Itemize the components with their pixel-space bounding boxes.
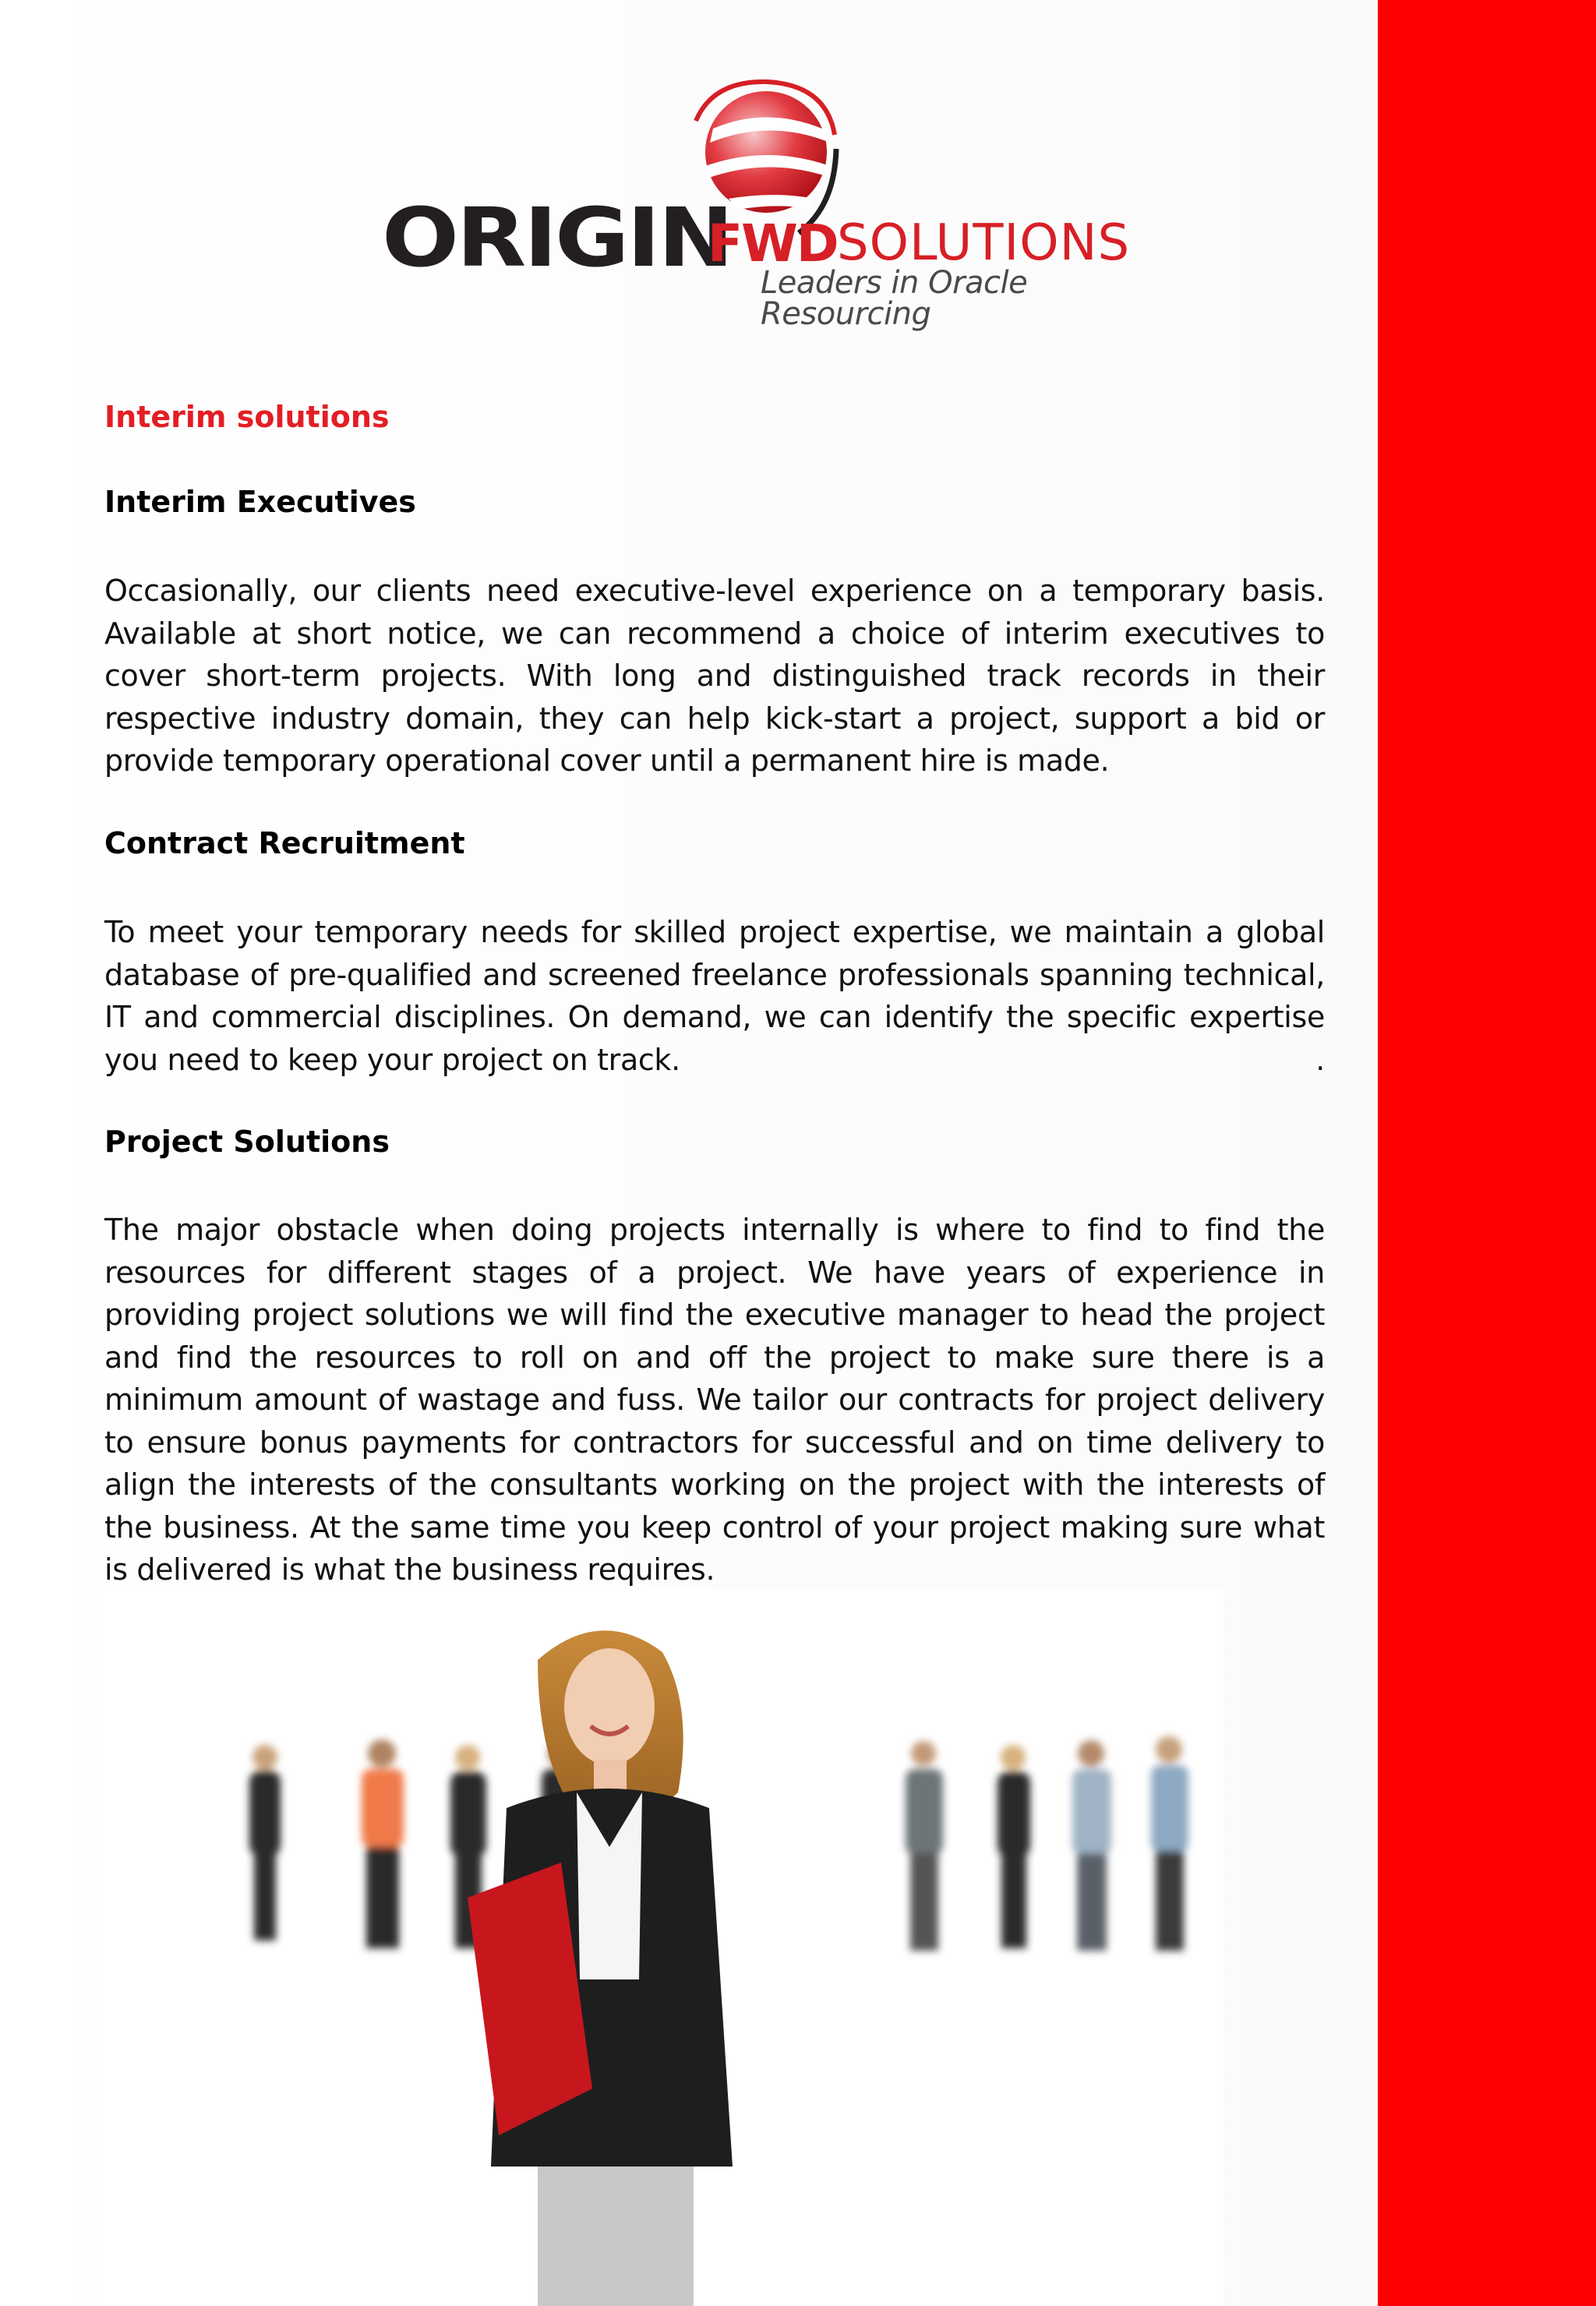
logo-origin-text: ORIGIN (382, 190, 732, 285)
section-body-contract-recruitment (104, 911, 1325, 1081)
company-logo (374, 74, 1185, 332)
section-title-project-solutions: Project Solutions (104, 1125, 390, 1159)
logo-solutions-text: SOLUTIONS (837, 214, 1131, 272)
logo-fwd-text: FWD (708, 214, 838, 274)
section-title-interim-executives: Interim Executives (104, 485, 416, 519)
trailing-period: . (1315, 1042, 1325, 1077)
section-body-interim-executives: Occasionally, our clients need executive-level experience on a temporary basis. Available at short notice, we can recommend a choice of interim executives to cover short-term projects. With long and distinguished track records in their respective industry domain, they can help kick-start a project, support a bid or provide temporary operational cover until a permanent hire is made. (104, 574, 1325, 778)
contract-recruitment-text: To meet your temporary needs for skilled project expertise, we maintain a global database of pre-qualified and screened freelance professionals spanning technical, IT and commercial disciplines. On demand, we can identify the specific expertise you need to keep your project on track. (104, 915, 1325, 1077)
page-kicker: Interim solutions (104, 400, 390, 434)
section-title-contract-recruitment: Contract Recruitment (104, 826, 465, 860)
red-side-bar (1378, 0, 1596, 2306)
business-team-photo (101, 1590, 1223, 2306)
logo-tagline: Leaders in Oracle Resourcing (761, 265, 1028, 332)
section-body-project-solutions: The major obstacle when doing projects internally is where to find to find the resources for different stages of a project. We have years of experience in providing project solutions we will find the executive manager to head the project and find the resources to roll on and off the project to make sure there is a minimum amount of wastage and fuss. We tailor our contracts for project delivery to ensure bonus payments for contractors for successful and on time delivery to align the interests of the consultants working on the project with the interests of the business. At the same time you keep control of your project making sure what is delivered is what the business requires. (104, 1213, 1325, 1587)
